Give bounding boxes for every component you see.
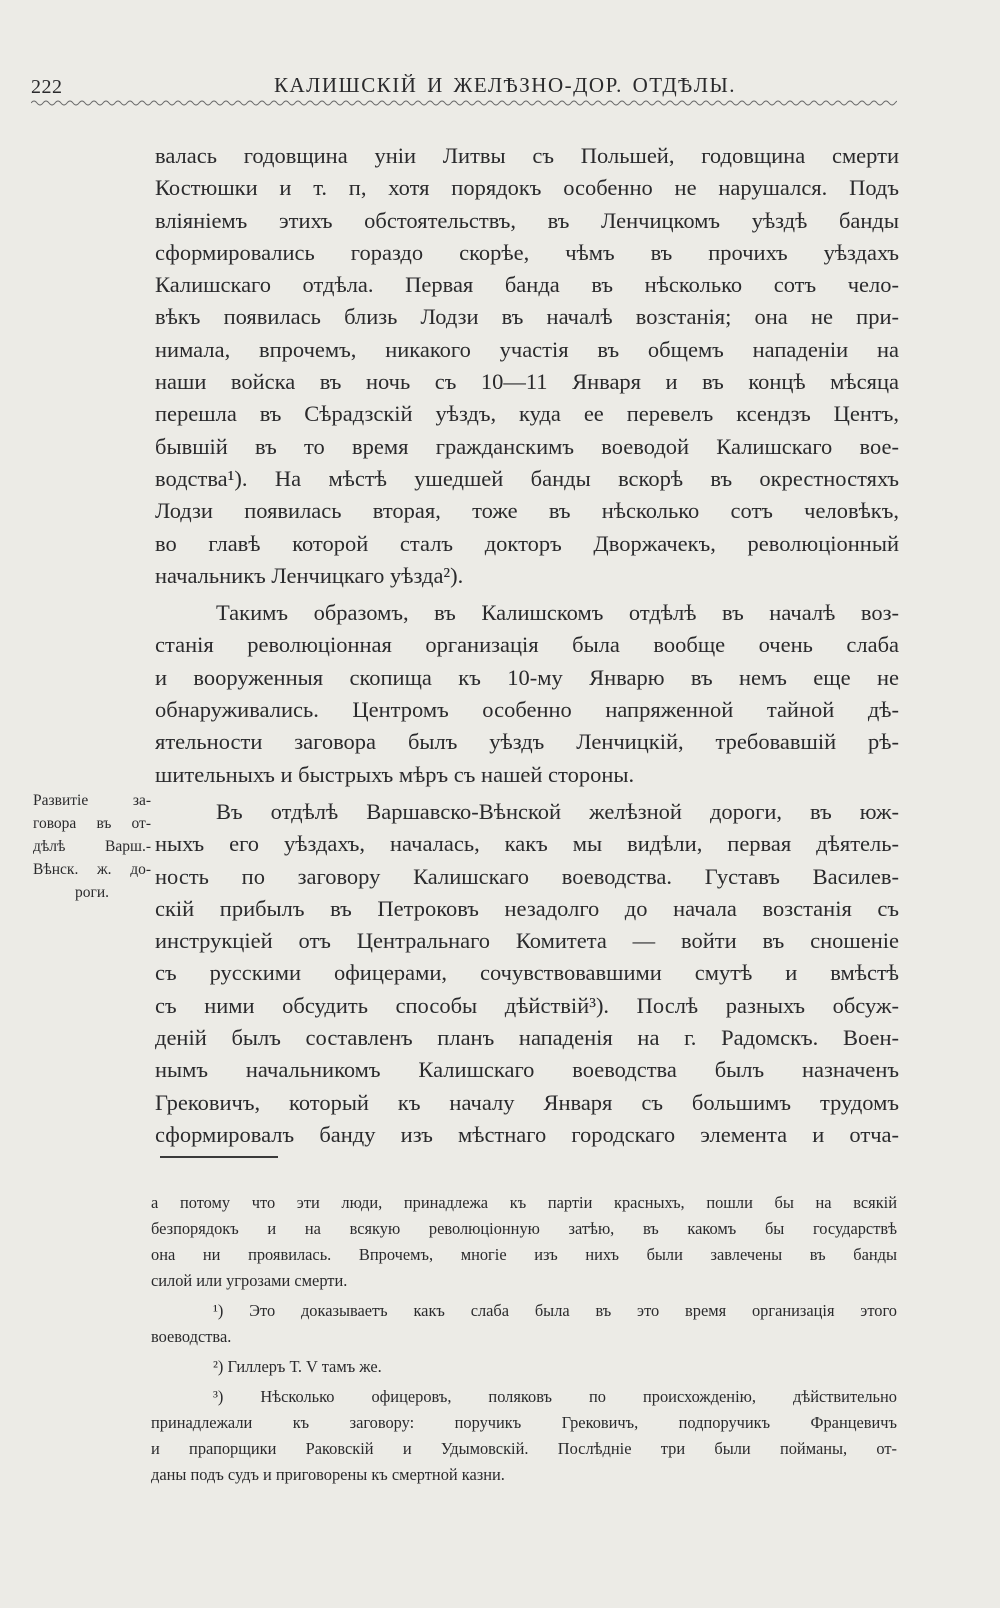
text-line: вліяніемъ этихъ обстоятельствъ, въ Ленчицкомъ уѣздѣ банды <box>155 207 899 233</box>
margin-note-line: Вѣнск. ж. до- <box>33 861 151 878</box>
footnote-3 <box>151 1384 897 1488</box>
footnote-line: и прапорщики Раковскій и Удымовскій. Послѣдніе три были пойманы, от- <box>151 1439 897 1458</box>
footnote-line: ²) Гиллеръ Т. V тамъ же. <box>213 1357 382 1376</box>
margin-note-line: дѣлѣ Варш.- <box>33 838 151 855</box>
margin-note-line: Развитіе за- <box>33 792 151 809</box>
footnote-rule <box>160 1156 278 1158</box>
text-line: скій прибылъ въ Петроковъ незадолго до начала возстанія съ <box>155 895 899 921</box>
text-line: станія революціонная организація была вообще очень слаба <box>155 632 899 658</box>
text-line: нимала, впрочемъ, никакого участія въ общемъ нападеніи на <box>155 336 899 362</box>
footnote-line: даны подъ судъ и приговорены къ смертной казни. <box>151 1465 505 1484</box>
text-line: нымъ начальникомъ Калишскаго воеводства былъ назначенъ <box>155 1057 899 1083</box>
text-line: обнаруживались. Центромъ особенно напряженной тайной дѣ- <box>155 697 899 723</box>
footnote-line: принадлежали къ заговору: поручикъ Грековичъ, подпоручикъ Францевичъ <box>151 1413 897 1432</box>
text-line: ность по заговору Калишскаго воеводства. Густавъ Василев- <box>155 863 899 889</box>
text-line: во главѣ которой сталъ докторъ Дворжачекъ, революціонный <box>155 530 899 556</box>
footnote-line: безпорядокъ и на всякую революціонную затѣю, въ какомъ бы государствѣ <box>151 1219 897 1238</box>
footnote-line: она ни проявилась. Впрочемъ, многіе изъ нихъ были завлечены въ банды <box>151 1245 897 1264</box>
footnote-2 <box>151 1354 897 1380</box>
text-line: Костюшки и т. п, хотя порядокъ особенно не нарушался. Подъ <box>155 175 899 201</box>
text-line: водства¹). На мѣстѣ ушедшей банды вскорѣ въ окрестностяхъ <box>155 465 899 491</box>
text-line: наши войска въ ночь съ 10—11 Января и въ концѣ мѣсяца <box>155 369 899 395</box>
text-line: бывшій въ то время гражданскимъ воеводой Калишскаго вое- <box>155 433 899 459</box>
main-text <box>155 140 899 1151</box>
text-line: и вооруженныя скопища къ 10-му Январю въ немъ еще не <box>155 664 899 690</box>
running-header: КАЛИШСКІЙ И ЖЕЛѢЗНО-ДОР. ОТДѢЛЫ. <box>273 73 737 97</box>
margin-note <box>33 789 151 904</box>
text-line: ятельности заговора былъ уѣздъ Ленчицкій, требовавшій рѣ- <box>155 729 899 755</box>
text-line: съ русскими офицерами, сочувствовавшими смутѣ и вмѣстѣ <box>155 960 899 986</box>
text-line: Въ отдѣлѣ Варшавско-Вѣнской желѣзной дороги, въ юж- <box>216 798 899 824</box>
text-line: Такимъ образомъ, въ Калишскомъ отдѣлѣ въ началѣ воз- <box>216 600 899 626</box>
footnote-line: ³) Нѣсколько офицеровъ, поляковъ по происхожденію, дѣйствительно <box>213 1387 897 1406</box>
paragraph-1 <box>155 140 899 592</box>
text-line: вѣкъ появилась близь Лодзи въ началѣ возстанія; она не при- <box>155 304 899 330</box>
margin-note-line: говора въ от- <box>33 815 151 832</box>
footnotes <box>151 1190 897 1488</box>
text-line: Калишскаго отдѣла. Первая банда въ нѣсколько сотъ чело- <box>155 272 899 298</box>
text-line: съ ними обсудить способы дѣйствій³). Послѣ разныхъ обсуж- <box>155 992 899 1018</box>
paragraph-3 <box>155 796 899 1151</box>
footnote-1 <box>151 1298 897 1350</box>
footnote-line: воеводства. <box>151 1327 232 1346</box>
text-line: валась годовщина уніи Литвы съ Польшей, годовщина смерти <box>155 143 899 168</box>
footnote-line: а потому что эти люди, принадлежа къ партіи красныхъ, пошли бы на всякій <box>151 1193 897 1212</box>
footnote-line: силой или угрозами смерти. <box>151 1271 348 1290</box>
text-line: шительныхъ и быстрыхъ мѣръ съ нашей стороны. <box>155 761 635 787</box>
header-wavy-rule <box>31 98 897 108</box>
text-line: Лодзи появилась вторая, тоже въ нѣсколько сотъ человѣкъ, <box>155 498 899 524</box>
footnote-continuation <box>151 1190 897 1294</box>
margin-note-line: роги. <box>74 884 110 901</box>
text-line: начальникъ Ленчицкаго уѣзда²). <box>155 562 464 588</box>
text-line: сформировалъ банду изъ мѣстнаго городскаго элемента и отча- <box>155 1121 899 1147</box>
paragraph-2 <box>155 597 899 791</box>
text-line: Грековичъ, который къ началу Января съ большимъ трудомъ <box>155 1089 899 1115</box>
text-line: перешла въ Сѣрадзскій уѣздъ, куда ее перевелъ ксендзъ Центъ, <box>155 401 899 427</box>
text-line: сформировались гораздо скорѣе, чѣмъ въ прочихъ уѣздахъ <box>155 239 899 265</box>
text-line: деній былъ составленъ планъ нападенія на г. Радомскъ. Воен- <box>155 1025 899 1051</box>
text-line: ныхъ его уѣздахъ, началась, какъ мы видѣли, первая дѣятель- <box>155 831 899 857</box>
page-number: 222 <box>31 76 63 98</box>
footnote-line: ¹) Это доказываетъ какъ слаба была въ это время организація этого <box>213 1301 897 1320</box>
text-line: инструкціей отъ Центральнаго Комитета — войти въ сношеніе <box>155 928 899 954</box>
